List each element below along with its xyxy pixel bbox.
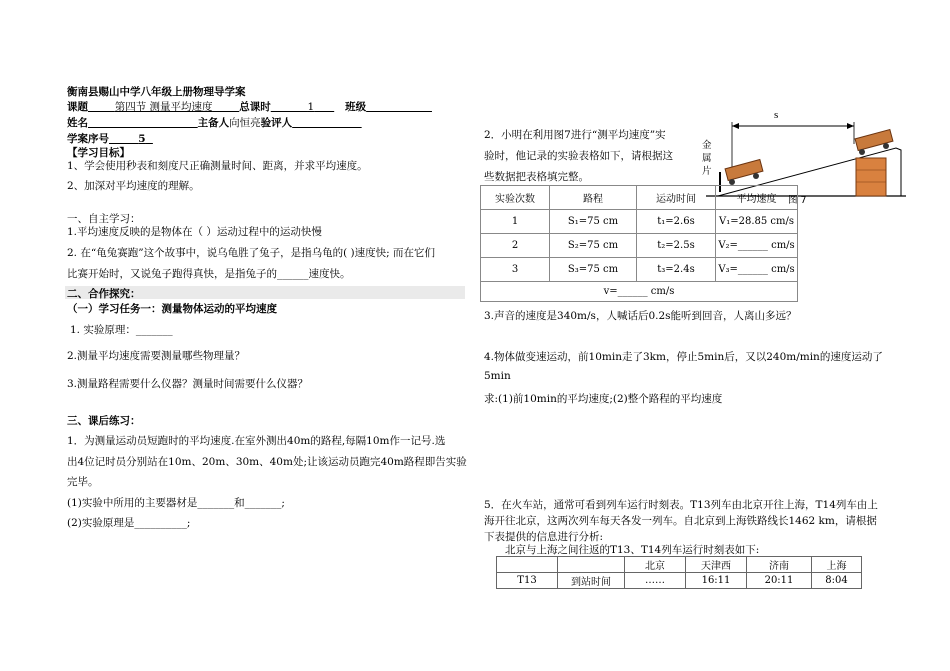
table-cell: 3 xyxy=(481,258,550,282)
reviewer-blank xyxy=(292,117,361,129)
schedule-header-cell xyxy=(558,557,625,573)
preparer-value: 向恒亮 xyxy=(229,117,261,129)
table-cell: S₁=75 cm xyxy=(550,210,637,234)
table-row xyxy=(481,234,798,258)
metal-label-char: 金 xyxy=(702,140,712,151)
figure-caption: 图 7 xyxy=(788,195,807,206)
hours-label: 总课时 xyxy=(239,101,271,113)
schedule-cell: 到站时间 xyxy=(558,573,625,589)
arrow-head-right xyxy=(847,123,854,129)
goal-item: 1、学会使用秒表和刻度尺正确测量时间、距离，并求平均速度。 xyxy=(67,160,368,172)
goals-title: 【学习目标】 xyxy=(67,147,130,159)
coop-task: （一）学习任务一：测量物体运动的平均速度 xyxy=(67,303,277,315)
table-cell: V₃=______ cm/s xyxy=(716,258,798,282)
q2-line3: 些数据把表格填完整。 xyxy=(484,171,589,183)
name-line xyxy=(67,115,362,130)
table-header-cell: 路程 xyxy=(550,186,637,210)
table-cell: S₂=75 cm xyxy=(550,234,637,258)
table-cell: 2 xyxy=(481,234,550,258)
arrow-head-left xyxy=(732,123,739,129)
schedule-header-cell: 上海 xyxy=(812,557,862,573)
seq-line xyxy=(67,131,153,146)
class-blank xyxy=(366,101,432,113)
schedule-cell: 8:04 xyxy=(812,573,862,589)
experiment-table xyxy=(480,185,798,302)
q5-line2: 海开往北京，这两次列车每天各发一列车。自北京到上海铁路线长1462 km，请根据 xyxy=(484,515,877,527)
class-label: 班级 xyxy=(345,101,367,113)
table-cell: 1 xyxy=(481,210,550,234)
q4-line1: 4.物体做变速运动，前10min走了3km，停止5min后，又以240m/min的速度运动了 xyxy=(484,351,883,363)
table-row xyxy=(481,258,798,282)
table-cell: V₁=28.85 cm/s xyxy=(716,210,798,234)
table-row xyxy=(481,210,798,234)
coop-q1: 1. 实验原理：_______ xyxy=(70,324,173,336)
metal-label-char: 属 xyxy=(702,153,712,164)
practice-p1a: 1．为测量运动员短跑时的平均速度.在室外测出40m的路程,每隔10m作一记号.选 xyxy=(67,435,446,447)
schedule-cell: 20:11 xyxy=(747,573,812,589)
cart-wheel xyxy=(883,143,889,149)
table-summary-cell: v=______ cm/s xyxy=(481,282,798,302)
practice-title: 三、课后练习： xyxy=(67,415,141,427)
coop-title: 二、合作探究： xyxy=(67,288,141,300)
table-cell: t₂=2.5s xyxy=(637,234,716,258)
preparer-label: 主备人 xyxy=(197,117,230,129)
cart-wheel xyxy=(859,149,865,155)
self-study-q2b: 比赛开始时，又说兔子跑得真快，是指兔子的______速度快。 xyxy=(67,268,351,280)
topic-label: 课题 xyxy=(67,101,88,113)
table-cell: V₂=______ cm/s xyxy=(716,234,798,258)
s-label: s xyxy=(774,109,779,121)
schedule-header-cell: 天津西 xyxy=(686,557,747,573)
name-label: 姓名 xyxy=(67,117,88,129)
table-header-cell: 平均速度 xyxy=(716,186,798,210)
practice-p1c: 完毕。 xyxy=(67,476,99,488)
table-header-cell: 实验次数 xyxy=(481,186,550,210)
schedule-header-cell: 济南 xyxy=(747,557,812,573)
schedule-cell: …… xyxy=(625,573,686,589)
schedule-header-cell: 北京 xyxy=(625,557,686,573)
schedule-table xyxy=(496,556,862,589)
practice-p1d: (1)实验中所用的主要器材是_______和_______; xyxy=(67,497,285,509)
table-cell: t₁=2.6s xyxy=(637,210,716,234)
goal-item: 2、加深对平均速度的理解。 xyxy=(67,180,200,192)
q4-line3: 求:(1)前10min的平均速度;(2)整个路程的平均速度 xyxy=(484,393,723,405)
practice-p1e: (2)实验原理是__________; xyxy=(67,517,191,529)
schedule-row xyxy=(497,573,862,589)
table-header-cell: 运动时间 xyxy=(637,186,716,210)
schedule-cell: T13 xyxy=(497,573,558,589)
q4-line2: 5min xyxy=(484,370,511,382)
schedule-header-row xyxy=(497,557,862,573)
cart-wheel xyxy=(753,173,759,179)
q3-text: 3.声音的速度是340m/s，人喊话后0.2s能听到回音，人离山多远？ xyxy=(484,310,797,322)
q5-line3: 下表提供的信息进行分析: xyxy=(484,531,604,543)
school-title: 衡南县赐山中学八年级上册物理导学案 xyxy=(67,86,246,98)
seq-value: 5 xyxy=(138,133,146,145)
coop-q2: 2.测量平均速度需要测量哪些物理量？ xyxy=(67,350,246,362)
coop-q3: 3.测量路程需要什么仪器？测量时间需要什么仪器？ xyxy=(67,378,309,390)
table-summary-row xyxy=(481,282,798,302)
table-header-row xyxy=(481,186,798,210)
q5-line4: 北京与上海之间往返的T13、T14列车运行时刻表如下: xyxy=(505,544,760,556)
self-study-q2a: 2. 在“龟兔赛跑”这个故事中，说乌龟胜了兔子，是指乌龟的( )速度快; 而在它们 xyxy=(67,247,435,259)
name-blank xyxy=(88,117,198,129)
reviewer-label: 验评人 xyxy=(260,117,293,129)
self-study-q1: 1.平均速度反映的是物体在（ ）运动过程中的运动快慢 xyxy=(67,226,322,238)
seq-label: 学案序号 xyxy=(67,133,109,145)
topic-value: 第四节 测量平均速度 xyxy=(114,101,213,113)
self-study-title: 一、自主学习： xyxy=(67,213,141,225)
wood-block xyxy=(856,158,886,196)
hours-value: 1 xyxy=(307,101,315,113)
table-cell: t₃=2.4s xyxy=(637,258,716,282)
schedule-cell: 16:11 xyxy=(686,573,747,589)
metal-label-char: 片 xyxy=(702,166,712,177)
q2-line2: 验时，他记录的实验表格如下，请根据这 xyxy=(484,150,673,162)
q5-line1: 5．在火车站，通常可看到列车运行时刻表。T13列车由北京开往上海，T14列车由上 xyxy=(484,499,878,511)
topic-line xyxy=(67,99,432,114)
practice-p1b: 出4位记时员分别站在10m、20m、30m、40m处;让该运动员跑完40m路程即告实验 xyxy=(67,456,467,468)
table-cell: S₃=75 cm xyxy=(550,258,637,282)
q2-line1: 2．小明在利用图7进行“测平均速度”实 xyxy=(484,129,666,141)
schedule-header-cell xyxy=(497,557,558,573)
